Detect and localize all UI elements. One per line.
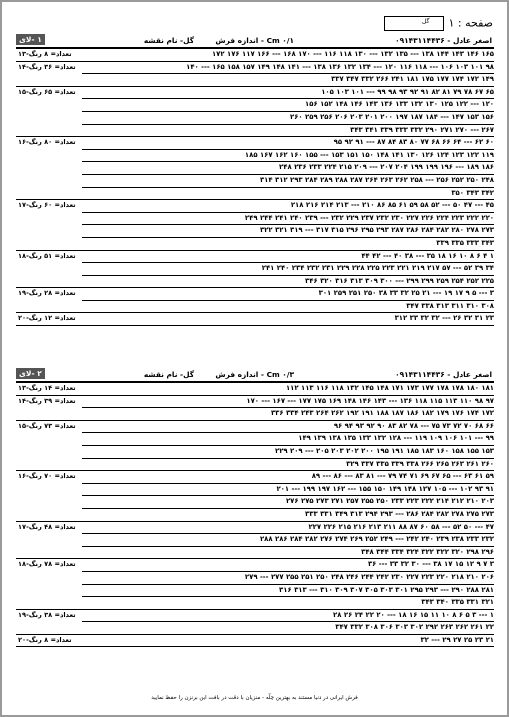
knot-numbers-line: ۳۰۸ ۳۱۰ ۳۱۱ ۳۱۳ ۳۳۸ ۳۴۷ [406,301,494,310]
knot-numbers-line: ۶۵ ۶۷ ۷۸ ۷۹ ۸۱ ۸۲ ۹۱ ۹۲ ۹۳ ۹۸ ۹۹ --- ۱۰۱ ۱۰۳ ۱۰۵ [82,87,494,100]
color-count-label: تعداد= ۷۳ رنگ-۱۵ [18,421,76,430]
color-count-label: تعداد= ۱۴ رنگ-۱۳ [18,384,76,392]
knot-numbers-line: ۲۶۷ --- ۲۷۰ ۲۷۱ ۲۹۰ ۳۳۲ ۳۳۳ ۳۳۹ ۳۴۱ ۳۴۳ [350,125,494,134]
knot-numbers-line: ۴۵ --- ۴۷ ۵۰ --- ۵۲ ۵۸ ۵۹ ۶۱ ۸۵ ۸۶ ۲۱۰ --- ۲۱۳ ۲۱۴ ۲۱۶ ۲۱۸ [82,200,494,213]
color-row [16,200,494,250]
color-row [16,49,494,62]
gol-label: گل [422,18,430,25]
color-count-label: تعداد= ۵۱ رنگ-۱۸ [18,251,76,260]
knot-numbers-line: ۹۱ ۹۳ ۱۰۲ --- ۱۰۵ ۱۲۷ ۱۴۸ ۱۴۹ ۱۵۰ ۱۵۵ --- ۱۶۲ ۱۹۷ ۱۹۹ --- ۲۰۱ [82,484,494,497]
color-row [16,610,494,635]
knot-numbers-line: ۲۳ ۳۱ ۳۲ ۲۶ --- ۳۲ ۳۲ ۳۳ ۳۱۲ [394,314,494,323]
layer-section [16,33,494,326]
color-count-label: تعداد= ۸۰ رنگ-۱۶ [18,138,76,147]
section-header [16,367,494,383]
knot-numbers-line: ۱۵۶ ۱۵۳ ۱۴۷ --- ۱۸۴ ۱۸۷ ۱۹۷ ۲۰۰ ۲۰۱ ۲۰۳ ۲۰۶ ۲۵۶ ۲۵۹ ۲۶۰ [82,112,494,125]
color-row [16,137,494,200]
knot-numbers-line: ۹۹ --- ۱۰۱ ۱۰۶ ۱۰۹ ۱۱۹ --- ۱۲۸ ۱۳۲ ۱۳۳ ۱۳۵ ۱۳۸ ۱۳۹ ۱۴۹ [82,433,494,446]
knot-numbers-line: ۴۷ --- ۵۰ ۵۲ --- ۵۸ ۶۰ ۸۷ ۸۸ ۲۱۱ ۲۱۳ ۲۱۶ ۲۱۵ ۲۲۶ ۲۲۷ [82,522,494,535]
knot-numbers-line: ۲۴۸ ۲۵۰ ۲۵۲ ۲۵۶ --- ۲۵۸ ۲۶۲ ۲۶۳ ۲۶۴ ۲۸۷ ۲۸۸ ۲۸۹ ۲۸۴ ۲۹۳ ۳۱۲ ۳۱۴ [82,175,494,188]
color-count-label: تعداد= ۷۰ رنگ-۱۶ [18,472,76,481]
color-count-label: تعداد= ۷۸ رنگ-۱۸ [18,560,76,569]
map-name: گل- نام نقشه [143,36,194,45]
layer-badge: ۲ -لای [16,368,45,379]
knot-numbers-line: ۹۷ ۹۸ ۱۱۰ ۱۱۳ ۱۱۵ ۱۱۸ ۱۳۶ --- ۱۴۳ ۱۴۶ ۱۴۸ ۱۶۹ ۱۷۵ ۱۷۷ --- ۱۶۷ --- ۱۷۰ [82,396,494,409]
knot-numbers-line: ۲۲۰ ۲۲۲ ۲۲۳ ۲۲۴ ۲۲۶ ۲۲۷ ۲۳۰ ۲۳۲ ۲۳۷ ۲۲۹ ۲۳۲ --- ۲۳۹ ۲۴۰ ۲۴۱ ۲۴۴ ۲۴۹ [82,213,494,226]
knot-numbers-line: ۱۸۱ ۱۸۰ ۱۷۸ ۱۷۸ ۱۷۷ ۱۷۳ ۱۷۱ ۱۴۸ ۱۴۵ ۱۳۲ ۱۱۸ ۱۱۶ ۱۱۳ ۱۱۲ [285,384,494,392]
color-count-label: تعداد= ۱۲ رنگ-۲۰ [18,314,76,323]
knot-numbers-line: ۱ ۴ ۶ ۸ ۱۰ ۱۶ ۱۸ ۳۵ --- ۳۸ ۴۰ --- ۴۲ ۴۴ [82,251,494,264]
knot-numbers-line: ۳ ۷ ۹ ۱۲ ۱۵ ۱۷ ۳۸ --- ۳۰ ۳۲ ۳۳ --- ۳۶ [82,559,494,572]
color-count-label: تعداد= ۸ رنگ-۲۰ [18,635,72,644]
color-row [16,251,494,289]
page-number-box [384,16,444,31]
knot-numbers-line: ۹۸ ۱۰۱ ۱۰۳ ۱۰۶ --- ۱۱۸ ۱۱۶ ۱۲۰ --- ۱۳۴ ۱۳۲ ۱۳۶ ۱۳۸ --- ۱۴۱ ۱۴۸ ۱۴۹ ۱۵۷ ۱۵۸ ۱۶۵ --- ۱۴۰ [82,62,494,75]
color-row [16,471,494,521]
knot-numbers-line: ۱۸۶ ۱۸۹ --- ۱۹۶ ۱۹۹ ۱۹۹ ۲۰۴ ۲۰۷ --- ۲۰۹ ۲۱۵ ۲۲۴ ۲۳۳ ۲۳۶ ۲۴۸ [82,162,494,175]
color-count-label: تعداد= ۸ رنگ-۱۳ [18,50,72,58]
knot-numbers-line: ۳۲۱ ۳۳۱ ۳۳۵ ۳۴۰ ۳۴۳ [421,598,494,607]
color-row [16,288,494,313]
knot-numbers-line: ۲۲ ۲۶۱ ۲۶۲ ۲۶۳ ۲۹۲ ۳۰۲ ۳۰۳ ۳۰۶ ۳۰۸ ۳۳۲ ۳۴۷ [335,623,494,632]
color-row [16,62,494,87]
designer-name: اصغر عادل - ۰۹۱۴۳۱۱۴۴۳۶ [395,36,492,45]
knot-numbers-line: ۲۷۳ ۲۷۵ ۲۷۸ ۲۸۲ ۲۸۴ ۲۸۶ --- ۲۹۳ ۲۹۴ ۳۱۳ ۳۴۹ ۳۳۱ ۳۳۳ [305,509,494,518]
knot-numbers-line: ۲۲۵ ۲۵۲ ۲۵۴ ۲۵۹ ۲۹۹ ۲۹۹ --- ۳۰۰ ۳۰۹ ۳۱۳ ۳۱۶ ۳۲۰ ۳۴۶ [305,276,494,285]
color-count-label: تعداد= ۳۶ رنگ-۱۴ [18,62,76,71]
color-count-label: تعداد= ۳۹ رنگ-۱۴ [18,396,76,405]
footer-note: فرش ایرانی در دنیا مستند به بهترین چلّه - منزیان با دقت در بافت این برنزن را حفظ نمایید [151,695,358,701]
knot-numbers-line: ۳ --- ۵ ۹ ۱۷ ۱۹ --- ۲۱ ۲۵ ۳۲ ۳۳ ۳۸ ۲۵۰ ۲۵۱ ۲۵۹ ۳۰۱ [82,288,494,301]
knot-numbers-line: ۲۹۶ ۲۹۸ ۳۲۰ ۳۲۲ ۳۲۲ ۳۲۴ ۳۳۴ ۳۴۴ ۳۴۸ [361,547,494,556]
color-row [16,313,494,326]
color-row [16,396,494,421]
color-count-label: تعداد= ۶۰ رنگ-۱۷ [18,201,76,210]
layer-badge: ۱ -لای [16,34,45,45]
color-count-label: تعداد= ۴۸ رنگ-۱۷ [18,522,76,531]
color-row [16,559,494,609]
knot-numbers-line: ۳۴ ۳۹ ۵۲ --- ۵۷ ۲۱۷ ۲۱۹ ۲۲۱ ۲۲۳ ۲۲۵ ۲۲۸ ۲۲۹ ۲۳۱ ۲۳۲ ۲۳۴ ۲۴۰ ۲۴۱ [82,263,494,276]
knot-numbers-line: ۱۱۹ ۱۲۲ ۱۲۳ ۱۲۴ ۱۲۶ ۱۳۰ ۱۴۱ ۱۴۸ ۱۵۰ ۱۵۱ ۱۵۳ --- ۱۵۵ ۱۶۰ ۱۶۲ ۱۶۷ ۱۸۵ [82,150,494,163]
designer-name: اصغر عادل - ۰۹۱۴۳۱۱۴۴۳۶ [395,370,492,379]
knot-numbers-line: ۲۰۳ ۲۱۰ ۲۱۲ ۲۱۴ ۲۲۲ ۲۲۳ ۲۳۳ ۲۵۰ ۲۵۵ ۲۵۷ ۲۷۱ ۲۷۳ ۲۷۵ ۲۷۶ [82,496,494,509]
knot-numbers-line: ۲۷۳ ۲۷۸ ۲۸۰ ۲۸۲ ۲۸۴ ۲۸۶ ۲۸۷ ۲۹۳ ۲۹۵ ۲۹۶ ۳۱۵ ۳۱۷ --- ۳۱۹ ۳۲۱ ۳۲۲ [82,225,494,238]
knot-numbers-line: ۲۱ ۲۳ ۲۵ ۲۷ ۲۹ --- ۳۲ [420,635,494,644]
knot-numbers-line: ۵۹ ۶۱ ۶۳ --- ۶۵ ۶۷ ۶۹ ۷۱ ۷۴ ۷۹ --- ۸۱ ۸۳ --- ۸۶ --- ۸۹ [82,471,494,484]
knot-numbers-line: ۱۲۰ --- ۱۲۲ ۱۲۵ ۱۳۰ ۱۳۲ ۱۳۳ ۱۳۶ ۱۴۳ ۱۴۶ ۱۴۸ ۱۵۲ ۱۵۶ [82,99,494,112]
knot-numbers-line: ۶۶ ۶۸ ۷۰ ۷۲ ۷۳ ۷۵ --- ۷۸ ۸۲ ۸۳ ۹۰ ۹۲ ۹۳ ۹۴ ۹۶ [82,421,494,434]
knot-numbers-line: ۱۷۲ ۱۷۴ ۱۷۶ ۱۷۹ ۱۸۲ ۱۸۶ ۱۸۷ ۱۸۸ ۱۹۱ ۱۹۲ ۲۶۲ ۲۶۴ ۲۴۳ ۳۳۴ ۳۳۶ [270,409,494,418]
color-row [16,421,494,471]
color-count-label: تعداد= ۳۸ رنگ-۱۹ [18,610,76,619]
color-count-label: تعداد= ۲۸ رنگ-۱۹ [18,289,76,298]
color-row [16,635,494,648]
section-header [16,33,494,49]
knot-numbers-line: ۲۳۲ ۲۳۳ ۲۳۸ ۲۳۹ ۲۴۰ ۲۴۲ --- ۲۴۹ ۲۵۲ ۲۶۹ ۲۷۴ ۲۷۶ ۲۸۲ ۲۸۴ ۲۸۶ ۲۸۸ [82,534,494,547]
page-number-header [384,16,493,31]
layer-section [16,367,494,647]
carpet-size: ۰/۳ Cm - اندازه فرش [215,370,294,379]
knot-numbers-line: ۶۰ ۶۲ --- ۶۴ ۶۶ ۶۸ ۷۷ ۸۰ ۸۳ ۸۴ ۸۷ --- ۹۱ ۹۲ ۹۵ [82,137,494,150]
color-row [16,522,494,560]
color-count-label: تعداد= ۶۵ رنگ-۱۵ [18,87,76,96]
carpet-size: ۰/۱ Cm - اندازه فرش [215,36,294,45]
color-row [16,383,494,396]
knot-numbers-line: ۱ --- ۳ ۵ ۶ ۸ ۱۰ ۱۱ ۱۵ ۱۶ ۱۸ --- ۲۰ ۲۲ ۲۴ ۲۶ ۲۸ [82,610,494,623]
knot-numbers-line: ۲۶۰ ۲۶۱ ۲۶۳ ۲۶۵ ۲۶۶ ۳۳۸ ۳۳۹ ۳۳۵ ۳۳۷ ۳۲۹ [346,459,494,468]
color-row [16,87,494,137]
knot-numbers-line: ۱۴۹ ۱۷۲ ۱۷۴ ۱۷۷ ۱۷۵ ۱۸۱ ۲۴۱ ۲۶۶ ۳۳۲ ۳۴۷ ۳۳۷ [331,75,494,84]
page-number-label: صفحه : ۱ [448,16,493,30]
knot-numbers-line: ۲۰۶ ۲۱۰ ۲۱۸ ۲۲۰ ۲۲۳ ۲۲۷ ۲۳۰ ۲۴۲ ۲۴۴ ۲۴۶ ۲۴۸ ۲۵۰ ۲۵۱ ۲۵۵ ۲۷۷ --- ۲۷۹ [82,572,494,585]
knot-numbers-line: ۱۶۵ ۱۴۶ ۱۴۳ ۱۴۴ ۱۳۸ --- ۱۳۵ ۱۳۲ --- ۱۳۰ ۱۱۸ ۱۱۶ --- ۱۷۰ ۱۶۸ --- ۱۶۶ ۱۱۷ ۱۷۶ ۱۷۲ [211,50,494,58]
knot-numbers-line: ۳۴۲ ۳۴۳ ۳۵۰ [451,188,494,197]
page-document [2,2,507,715]
knot-numbers-line: ۳۴۳ ۳۳۳ ۳۳۵ ۳۳۹ [436,238,494,247]
knot-numbers-line: ۲۸۱ ۲۸۸ ۲۹۰ --- ۲۹۳ ۲۹۵ ۳۰۱ ۳۰۳ ۳۰۵ ۳۰۷ ۳۰۹ ۳۱۰ --- ۳۱۳ ۳۱۶ [82,585,494,598]
knot-numbers-line: ۱۵۳ ۱۵۵ ۱۵۸ ۱۶۰ ۱۸۳ ۱۸۵ ۱۹۱ ۱۹۵ ۲۰۰ ۲۰۲ ۲۰۳ ۲۰۵ --- ۲۰۹ ۲۲۹ [82,446,494,459]
map-name: گل- نام نقشه [143,370,194,379]
